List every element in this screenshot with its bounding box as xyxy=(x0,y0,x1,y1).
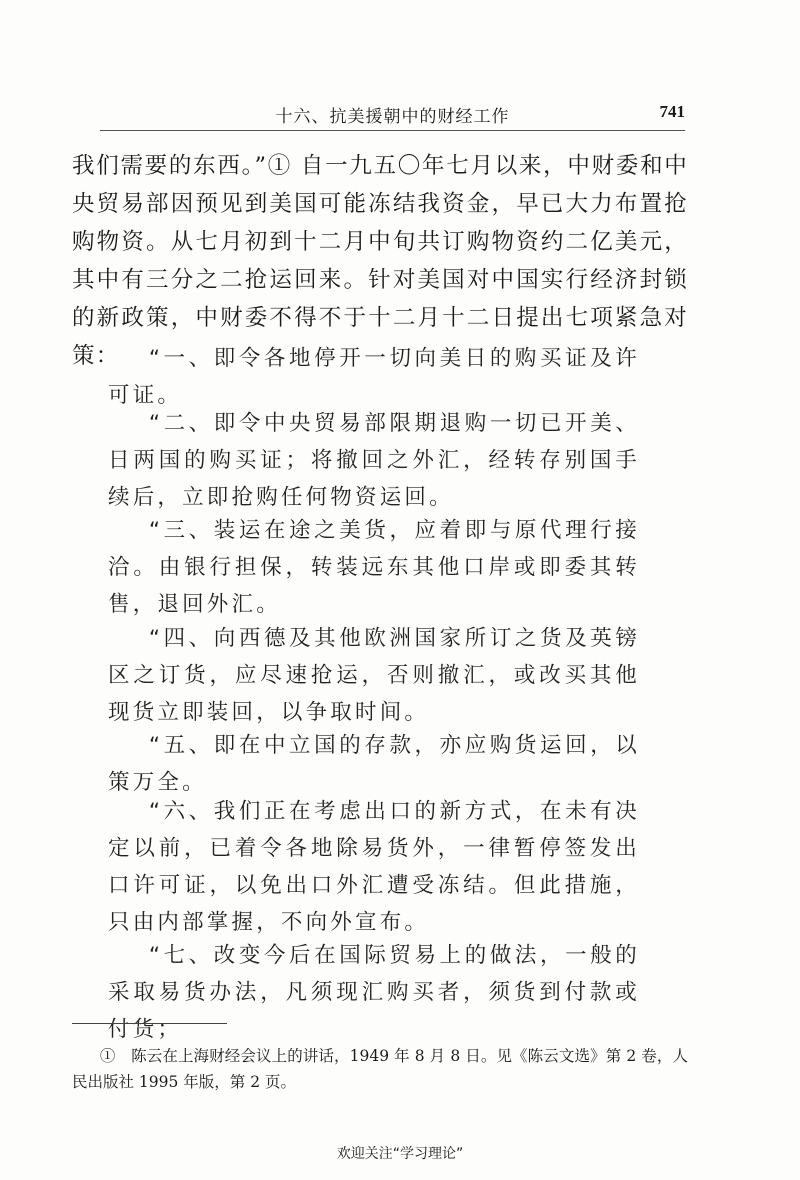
quote-text: “三、装运在途之美货，应着即与原代理行接洽。由银行担保，转装远东其他口岸或即委其转售，退回外汇。 xyxy=(108,518,640,617)
quoted-measure-5 xyxy=(108,727,640,801)
quote-text: “一、即令各地停开一切向美日的购买证及许可证。 xyxy=(108,346,640,408)
footnote-divider xyxy=(72,1023,227,1024)
page-number: 741 xyxy=(659,102,685,121)
running-header xyxy=(100,100,685,131)
quoted-measure-7 xyxy=(108,937,640,1048)
quote-text: “四、向西德及其他欧洲国家所订之货及英镑区之订货，应尽速抢运，否则撤汇，或改买其他现货立即装回，以争取时间。 xyxy=(108,626,640,725)
quoted-measure-6 xyxy=(108,793,640,941)
quote-text: “六、我们正在考虑出口的新方式，在未有决定以前，已着令各地除易货外，一律暂停签发出口许可证，以免出口外汇遭受冻结。但此措施，只由内部掌握，不向外宣布。 xyxy=(108,799,640,935)
quote-text: “二、即令中央贸易部限期退购一切已开美、日两国的购买证；将撤回之外汇，经转存别国手续后，立即抢购任何物资运回。 xyxy=(108,411,640,510)
quoted-measure-3 xyxy=(108,512,640,623)
quoted-measure-4 xyxy=(108,620,640,731)
page-footer: 欢迎关注“学习理论” xyxy=(336,1146,464,1162)
quote-text: “七、改变今后在国际贸易上的做法，一般的采取易货办法，凡须现汇购买者，须货到付款或付货； xyxy=(108,943,640,1042)
quoted-measure-1 xyxy=(108,340,640,414)
quoted-measure-2 xyxy=(108,405,640,516)
quote-text: “五、即在中立国的存款，亦应购货运回，以策万全。 xyxy=(108,733,640,795)
chapter-title: 十六、抗美援朝中的财经工作 xyxy=(275,107,510,127)
paragraph-text: 我们需要的东西。”① 自一九五〇年七月以来，中财委和中央贸易部因预见到美国可能冻结我资金，早已大力布置抢购物资。从七月初到十二月中旬共订购物资约二亿美元，其中有三分之二抢运回来。针对美国对中国实行经济封锁的新政策，中财委不得不于十二月十二日提出七项紧急对策： xyxy=(72,153,688,369)
footnote: ① 陈云在上海财经会议上的讲话，1949 年 8 月 8 日。见《陈云文选》第 2 卷，人民出版社 1995 年版，第 2 页。 xyxy=(72,1047,688,1091)
